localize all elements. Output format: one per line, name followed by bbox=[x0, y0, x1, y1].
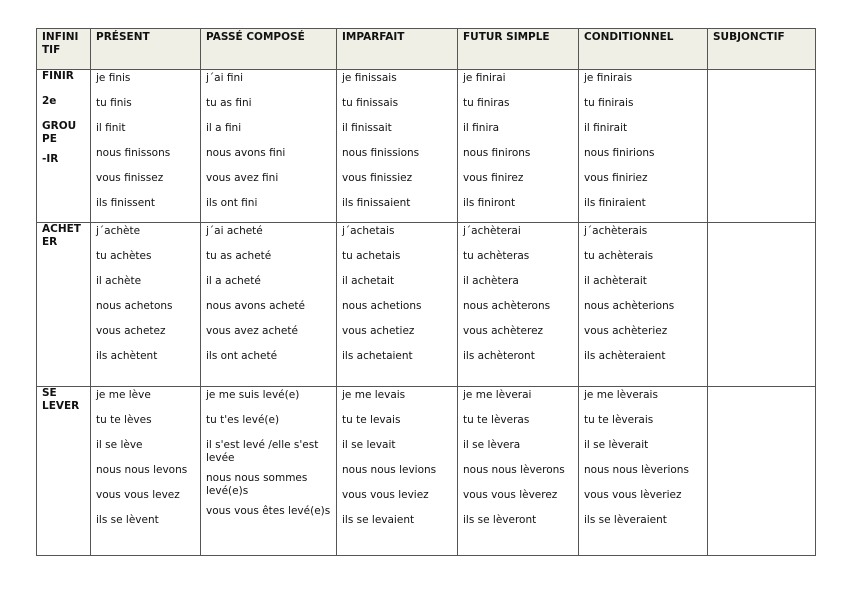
form: vous avez acheté bbox=[206, 325, 298, 337]
form: il se lève bbox=[96, 439, 143, 451]
header-imparfait: IMPARFAIT bbox=[337, 29, 458, 70]
form: je me levais bbox=[342, 389, 406, 401]
present-cell bbox=[91, 223, 201, 387]
form: nous nous levions bbox=[342, 464, 437, 476]
subjonctif-cell bbox=[708, 387, 816, 556]
form: j´achèterai bbox=[463, 225, 521, 237]
form: vous vous levez bbox=[96, 489, 180, 501]
form: ils achèteront bbox=[463, 350, 535, 362]
form: nous nous lèverions bbox=[584, 464, 689, 476]
form: tu finis bbox=[96, 97, 132, 109]
form: je me lèverai bbox=[463, 389, 532, 401]
form: nous nous levons bbox=[96, 464, 188, 476]
form: vous finissiez bbox=[342, 172, 413, 184]
form: tu achèteras bbox=[463, 250, 530, 262]
form: tu as acheté bbox=[206, 250, 272, 262]
form: vous achetez bbox=[96, 325, 166, 337]
infinitive-cell bbox=[37, 387, 91, 556]
present-cell bbox=[91, 387, 201, 556]
form: nous nous sommes levé(e)s bbox=[206, 472, 308, 497]
infinitive-line: SE LEVER bbox=[42, 387, 80, 412]
form: nous achetons bbox=[96, 300, 173, 312]
form: vous finirez bbox=[463, 172, 524, 184]
verb-row-se-lever bbox=[37, 387, 816, 556]
form: ils se lèvent bbox=[96, 514, 159, 526]
form: il achetait bbox=[342, 275, 395, 287]
form: je finis bbox=[96, 72, 131, 84]
infinitive-cell bbox=[37, 70, 91, 223]
form: je finirais bbox=[584, 72, 633, 84]
infinitive-line: 2e bbox=[42, 95, 57, 107]
form: j´achetais bbox=[342, 225, 395, 237]
subjonctif-cell bbox=[708, 223, 816, 387]
form: vous achetiez bbox=[342, 325, 415, 337]
form: ils ont fini bbox=[206, 197, 258, 209]
form: ils achetaient bbox=[342, 350, 413, 362]
form: nous finissions bbox=[342, 147, 420, 159]
form: vous achèterez bbox=[463, 325, 544, 337]
infinitive-line: GROU PE bbox=[42, 120, 77, 145]
form: il se lèverait bbox=[584, 439, 649, 451]
form: je finirai bbox=[463, 72, 506, 84]
imparfait-cell bbox=[337, 387, 458, 556]
form: je finissais bbox=[342, 72, 397, 84]
form: tu achètes bbox=[96, 250, 152, 262]
header-futur-simple: FUTUR SIMPLE bbox=[458, 29, 579, 70]
form: nous achèterons bbox=[463, 300, 551, 312]
form: ils finiraient bbox=[584, 197, 646, 209]
conditionnel-cell bbox=[579, 387, 708, 556]
form: vous achèteriez bbox=[584, 325, 668, 337]
conditionnel-cell bbox=[579, 223, 708, 387]
form: il a acheté bbox=[206, 275, 261, 287]
infinitive-line: FINIR bbox=[42, 70, 74, 82]
passe-compose-cell bbox=[201, 223, 337, 387]
form: tu achetais bbox=[342, 250, 401, 262]
infinitive-line: -IR bbox=[42, 153, 59, 165]
form: je me lève bbox=[96, 389, 151, 401]
form: nous avons fini bbox=[206, 147, 286, 159]
form: tu te lèveras bbox=[463, 414, 530, 426]
form: j´ai fini bbox=[206, 72, 244, 84]
form: ils achèteraient bbox=[584, 350, 666, 362]
passe-compose-cell bbox=[201, 70, 337, 223]
passe-compose-cell bbox=[201, 387, 337, 556]
form: nous finirons bbox=[463, 147, 531, 159]
form: tu finirais bbox=[584, 97, 634, 109]
form: tu finissais bbox=[342, 97, 399, 109]
form: il a fini bbox=[206, 122, 242, 134]
form: ils se lèveraient bbox=[584, 514, 667, 526]
header-conditionnel: CONDITIONNEL bbox=[579, 29, 708, 70]
header-infinitif: INFINI TIF bbox=[37, 29, 91, 70]
form: ils se levaient bbox=[342, 514, 415, 526]
form: il se lèvera bbox=[463, 439, 521, 451]
form: tu te lèves bbox=[96, 414, 152, 426]
imparfait-cell bbox=[337, 223, 458, 387]
form: je me suis levé(e) bbox=[206, 389, 300, 401]
form: vous avez fini bbox=[206, 172, 279, 184]
form: nous avons acheté bbox=[206, 300, 305, 312]
infinitive-line: ACHET ER bbox=[42, 223, 81, 248]
form: vous vous leviez bbox=[342, 489, 429, 501]
imparfait-cell bbox=[337, 70, 458, 223]
form: vous vous êtes levé(e)s bbox=[206, 505, 331, 517]
form: il finirait bbox=[584, 122, 628, 134]
form: il finit bbox=[96, 122, 126, 134]
futur-cell bbox=[458, 387, 579, 556]
form: je me lèverais bbox=[584, 389, 658, 401]
form: ils finissaient bbox=[342, 197, 411, 209]
conditionnel-cell bbox=[579, 70, 708, 223]
header-passe-compose: PASSÉ COMPOSÉ bbox=[201, 29, 337, 70]
subjonctif-cell bbox=[708, 70, 816, 223]
form: il finissait bbox=[342, 122, 392, 134]
infinitive-cell bbox=[37, 223, 91, 387]
verb-row-finir bbox=[37, 70, 816, 223]
present-cell bbox=[91, 70, 201, 223]
form: tu finiras bbox=[463, 97, 510, 109]
form: il achète bbox=[96, 275, 142, 287]
form: vous vous lèverez bbox=[463, 489, 558, 501]
form: ils ont acheté bbox=[206, 350, 278, 362]
header-present: PRÉSENT bbox=[91, 29, 201, 70]
futur-cell bbox=[458, 223, 579, 387]
form: j´ai acheté bbox=[206, 225, 263, 237]
verb-row-acheter bbox=[37, 223, 816, 387]
header-subjonctif: SUBJONCTIF bbox=[708, 29, 816, 70]
form: j´achèterais bbox=[584, 225, 648, 237]
futur-cell bbox=[458, 70, 579, 223]
form: j´achète bbox=[96, 225, 141, 237]
form: tu as fini bbox=[206, 97, 252, 109]
form: nous achetions bbox=[342, 300, 422, 312]
form: tu t'es levé(e) bbox=[206, 414, 280, 426]
form: il finira bbox=[463, 122, 500, 134]
form: il achèterait bbox=[584, 275, 647, 287]
form: nous achèterions bbox=[584, 300, 675, 312]
header-row bbox=[37, 29, 816, 70]
form: tu te levais bbox=[342, 414, 401, 426]
form: nous finissons bbox=[96, 147, 171, 159]
form: nous nous lèverons bbox=[463, 464, 565, 476]
form: tu te lèverais bbox=[584, 414, 654, 426]
form: il s'est levé /elle s'est levée bbox=[206, 439, 319, 464]
form: vous vous lèveriez bbox=[584, 489, 682, 501]
form: ils se lèveront bbox=[463, 514, 537, 526]
conjugation-table bbox=[36, 28, 816, 556]
form: il achètera bbox=[463, 275, 519, 287]
form: vous finiriez bbox=[584, 172, 648, 184]
form: ils finiront bbox=[463, 197, 516, 209]
form: ils achètent bbox=[96, 350, 158, 362]
form: vous finissez bbox=[96, 172, 164, 184]
form: il se levait bbox=[342, 439, 396, 451]
form: tu achèterais bbox=[584, 250, 654, 262]
form: nous finirions bbox=[584, 147, 655, 159]
form: ils finissent bbox=[96, 197, 156, 209]
